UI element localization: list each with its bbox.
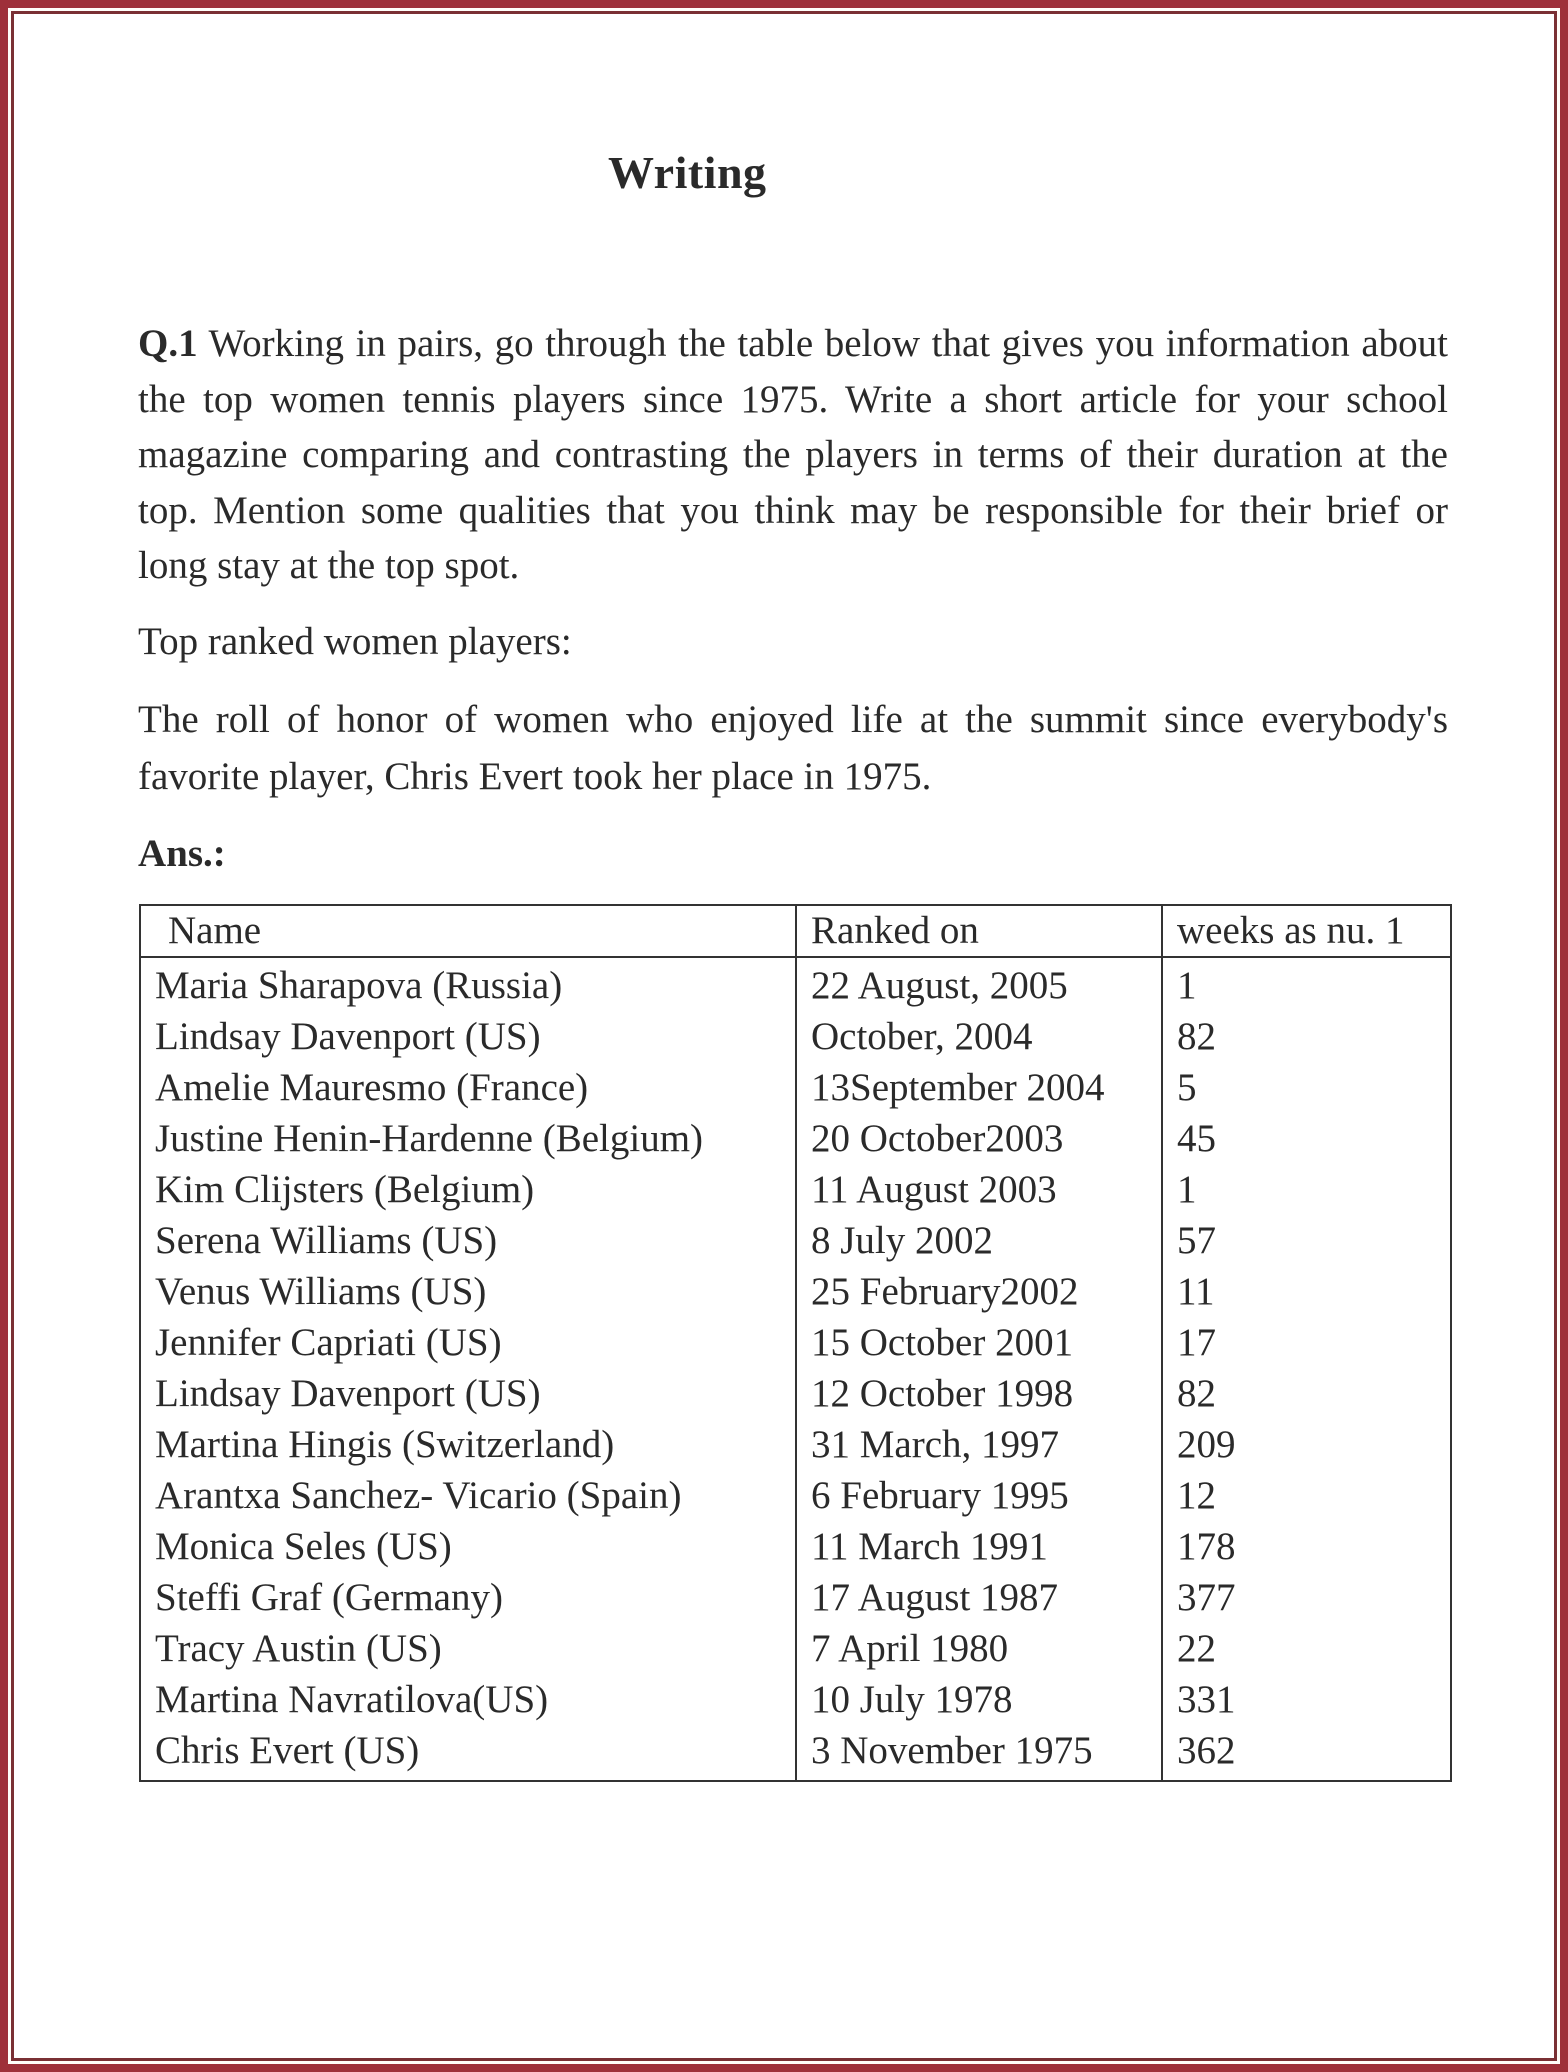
player-name-cell: Lindsay Davenport (US) bbox=[140, 1011, 796, 1062]
table-row bbox=[140, 1266, 1451, 1317]
player-name-cell: Maria Sharapova (Russia) bbox=[140, 957, 796, 1011]
page-frame bbox=[8, 8, 1560, 2064]
table-row bbox=[140, 957, 1451, 1011]
ranked-on-cell: 13September 2004 bbox=[796, 1062, 1162, 1113]
player-name-cell: Chris Evert (US) bbox=[140, 1725, 796, 1781]
table-row bbox=[140, 1164, 1451, 1215]
question-text: Working in pairs, go through the table below that gives you information about the top women tennis players since 1975. Write a short article for your school magazine comparing and contrasting the players in terms of their duration at the top. Mention some qualities that you think may be responsible for their brief or long stay at the top spot. bbox=[138, 322, 1449, 587]
question-paragraph bbox=[138, 316, 1448, 594]
weeks-cell: 57 bbox=[1177, 1219, 1216, 1262]
ranked-on-cell: 12 October 1998 bbox=[796, 1368, 1162, 1419]
weeks-cell: 82 bbox=[1177, 1372, 1216, 1415]
table-row bbox=[140, 1572, 1451, 1623]
weeks-cell: 17 bbox=[1177, 1321, 1216, 1364]
table-row bbox=[140, 1623, 1451, 1674]
weeks-cell: 1 bbox=[1177, 964, 1197, 1007]
ranked-on-cell: 20 October2003 bbox=[796, 1113, 1162, 1164]
players-table bbox=[139, 904, 1452, 1782]
header-ranked-on: Ranked on bbox=[796, 905, 1162, 957]
ranked-on-cell: 7 April 1980 bbox=[796, 1623, 1162, 1674]
page-title: Writing bbox=[608, 147, 767, 198]
weeks-cell: 11 bbox=[1177, 1270, 1215, 1313]
table-row bbox=[140, 1521, 1451, 1572]
subheading: Top ranked women players: bbox=[138, 620, 572, 663]
roll-of-honor-paragraph: The roll of honor of women who enjoyed life at the summit since everybody's favorite player, Chris Evert took her place in 1975. bbox=[138, 698, 1448, 798]
player-name-cell: Tracy Austin (US) bbox=[140, 1623, 796, 1674]
table-row bbox=[140, 1215, 1451, 1266]
player-name-cell: Justine Henin-Hardenne (Belgium) bbox=[140, 1113, 796, 1164]
table-row bbox=[140, 1470, 1451, 1521]
question-number: Q.1 bbox=[138, 322, 198, 365]
table-row bbox=[140, 1674, 1451, 1725]
player-name-cell: Arantxa Sanchez- Vicario (Spain) bbox=[140, 1470, 796, 1521]
table-row bbox=[140, 1725, 1451, 1781]
table-row bbox=[140, 1419, 1451, 1470]
weeks-cell: 1 bbox=[1177, 1168, 1197, 1211]
header-weeks: weeks as nu. 1 bbox=[1162, 905, 1451, 957]
table-row bbox=[140, 1113, 1451, 1164]
player-name-cell: Venus Williams (US) bbox=[140, 1266, 796, 1317]
player-name-cell: Steffi Graf (Germany) bbox=[140, 1572, 796, 1623]
table-row bbox=[140, 1368, 1451, 1419]
player-name-cell: Amelie Mauresmo (France) bbox=[140, 1062, 796, 1113]
weeks-cell: 82 bbox=[1177, 1015, 1216, 1058]
player-name-cell: Lindsay Davenport (US) bbox=[140, 1368, 796, 1419]
table-row bbox=[140, 1062, 1451, 1113]
ranked-on-cell: 8 July 2002 bbox=[796, 1215, 1162, 1266]
player-name-cell: Jennifer Capriati (US) bbox=[140, 1317, 796, 1368]
header-name: Name bbox=[140, 905, 796, 957]
player-name-cell: Martina Navratilova(US) bbox=[140, 1674, 796, 1725]
table-body bbox=[140, 957, 1451, 1781]
table-row bbox=[140, 1317, 1451, 1368]
weeks-cell: 377 bbox=[1177, 1576, 1236, 1619]
ranked-on-cell: 11 March 1991 bbox=[796, 1521, 1162, 1572]
weeks-cell: 362 bbox=[1177, 1729, 1236, 1772]
weeks-cell: 22 bbox=[1177, 1627, 1216, 1670]
table-header-row bbox=[140, 905, 1451, 957]
player-name-cell: Martina Hingis (Switzerland) bbox=[140, 1419, 796, 1470]
weeks-cell: 5 bbox=[1177, 1066, 1197, 1109]
answer-label: Ans.: bbox=[138, 832, 226, 875]
ranked-on-cell: 11 August 2003 bbox=[796, 1164, 1162, 1215]
ranked-on-cell: 3 November 1975 bbox=[796, 1725, 1162, 1781]
ranked-on-cell: 10 July 1978 bbox=[796, 1674, 1162, 1725]
ranked-on-cell: 25 February2002 bbox=[796, 1266, 1162, 1317]
table-row bbox=[140, 1011, 1451, 1062]
ranked-on-cell: 31 March, 1997 bbox=[796, 1419, 1162, 1470]
ranked-on-cell: 22 August, 2005 bbox=[796, 957, 1162, 1011]
page-border bbox=[11, 11, 1557, 2061]
ranked-on-cell: 15 October 2001 bbox=[796, 1317, 1162, 1368]
weeks-cell: 209 bbox=[1177, 1423, 1236, 1466]
player-name-cell: Monica Seles (US) bbox=[140, 1521, 796, 1572]
player-name-cell: Kim Clijsters (Belgium) bbox=[140, 1164, 796, 1215]
ranked-on-cell: 17 August 1987 bbox=[796, 1572, 1162, 1623]
weeks-cell: 45 bbox=[1177, 1117, 1216, 1160]
ranked-on-cell: October, 2004 bbox=[796, 1011, 1162, 1062]
ranked-on-cell: 6 February 1995 bbox=[796, 1470, 1162, 1521]
player-name-cell: Serena Williams (US) bbox=[140, 1215, 796, 1266]
weeks-cell: 331 bbox=[1177, 1678, 1236, 1721]
weeks-cell: 12 bbox=[1177, 1474, 1216, 1517]
weeks-cell: 178 bbox=[1177, 1525, 1236, 1568]
